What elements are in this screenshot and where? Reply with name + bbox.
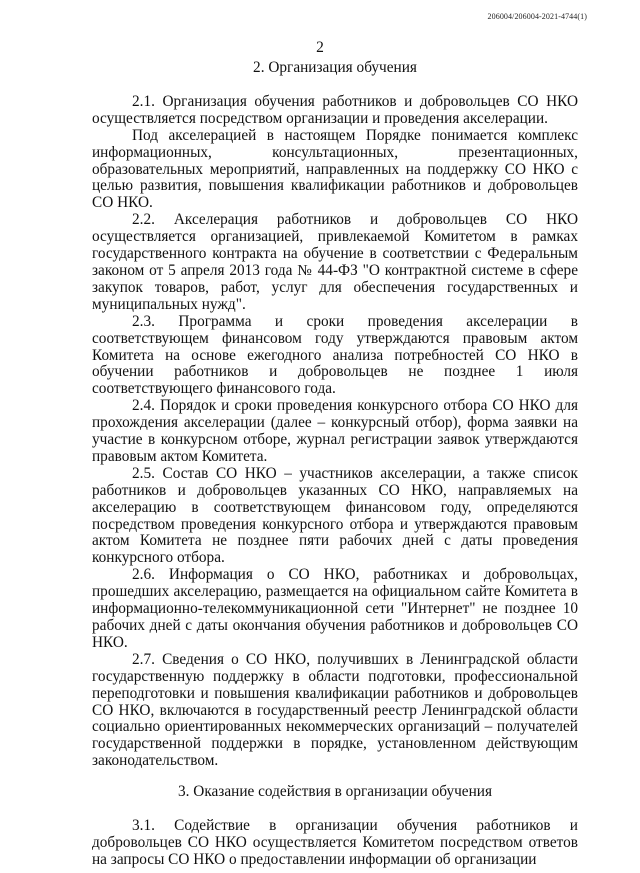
paragraph-2-5: 2.5. Состав СО НКО – участников акселерации, а также список работников и добровольцев указанных СО НКО, направляемых на акселерацию в соответствующем финансовом году, определяются посредством проведения конкурсного отбора и утверждаются правовым актом Комитета не позднее пяти рабочих дней с даты проведения конкурсного отбора. bbox=[92, 464, 578, 567]
paragraph-2-4: 2.4. Порядок и сроки проведения конкурсного отбора СО НКО для прохождения акселерации (далее – конкурсный отбор), форма заявки на участие в конкурсном отборе, журнал регистрации заявок утверждаются правовым актом Комитета. bbox=[92, 397, 578, 465]
paragraph-2-1: 2.1. Организация обучения работников и добровольцев СО НКО осуществляется посредством организации и проведения акселерации. bbox=[92, 92, 578, 127]
paragraph-3-1: 3.1. Содействие в организации обучения работников и добровольцев СО НКО осуществляется Комитетом посредством ответов на запросы СО НКО о предоставлении информации об организации bbox=[92, 817, 578, 868]
paragraph-2-7: 2.7. Сведения о СО НКО, получивших в Ленинградской области государственную поддержку в области подготовки, профессиональной переподготовки и повышения квалификации работников и добровольцев СО НКО, включаются в государственный реестр Ленинградской области социально ориентированных некоммерческих организаций – получателей государственной поддержки в порядке, установленном действующим законодательством. bbox=[92, 650, 578, 770]
paragraph-2-3: 2.3. Программа и сроки проведения акселерации в соответствующем финансовом году утверждаются правовым актом Комитета на основе ежегодного анализа потребностей СО НКО в обучении работников и добровольцев не позднее 1 июля соответствующего финансового года. bbox=[92, 312, 578, 398]
section-2-heading: 2. Организация обучения bbox=[253, 59, 417, 76]
paragraph-2-6: 2.6. Информация о СО НКО, работниках и добровольцах, прошедших акселерацию, размещается на официальном сайте Комитета в информационно-телекоммуникационной сети "Интернет" не позднее 10 рабочих дней с даты окончания обучения работников и добровольцев СО НКО. bbox=[92, 566, 578, 651]
document-body bbox=[92, 60, 578, 869]
document-registration-number: 206004/206004-2021-4744(1) bbox=[487, 12, 587, 21]
paragraph-2-2: 2.2. Акселерация работников и добровольцев СО НКО осуществляется организацией, привлекаемой Комитетом в рамках государственного контракта на обучение в соответствии с Федеральным законом от 5 апреля 2013 года № 44-ФЗ "О контрактной системе в сфере закупок товаров, работ, услуг для обеспечения государственных и муниципальных нужд". bbox=[92, 211, 578, 313]
page-number: 2 bbox=[316, 39, 324, 56]
paragraph-acceleration-definition: Под акселерацией в настоящем Порядке понимается комплекс информационных, консультационных, презентационных, образовательных мероприятий, направленных на поддержку СО НКО с целью развития, повышения квалификации работников и добровольцев СО НКО. bbox=[92, 126, 578, 212]
section-3-heading: 3. Оказание содействия в организации обучения bbox=[177, 783, 493, 801]
